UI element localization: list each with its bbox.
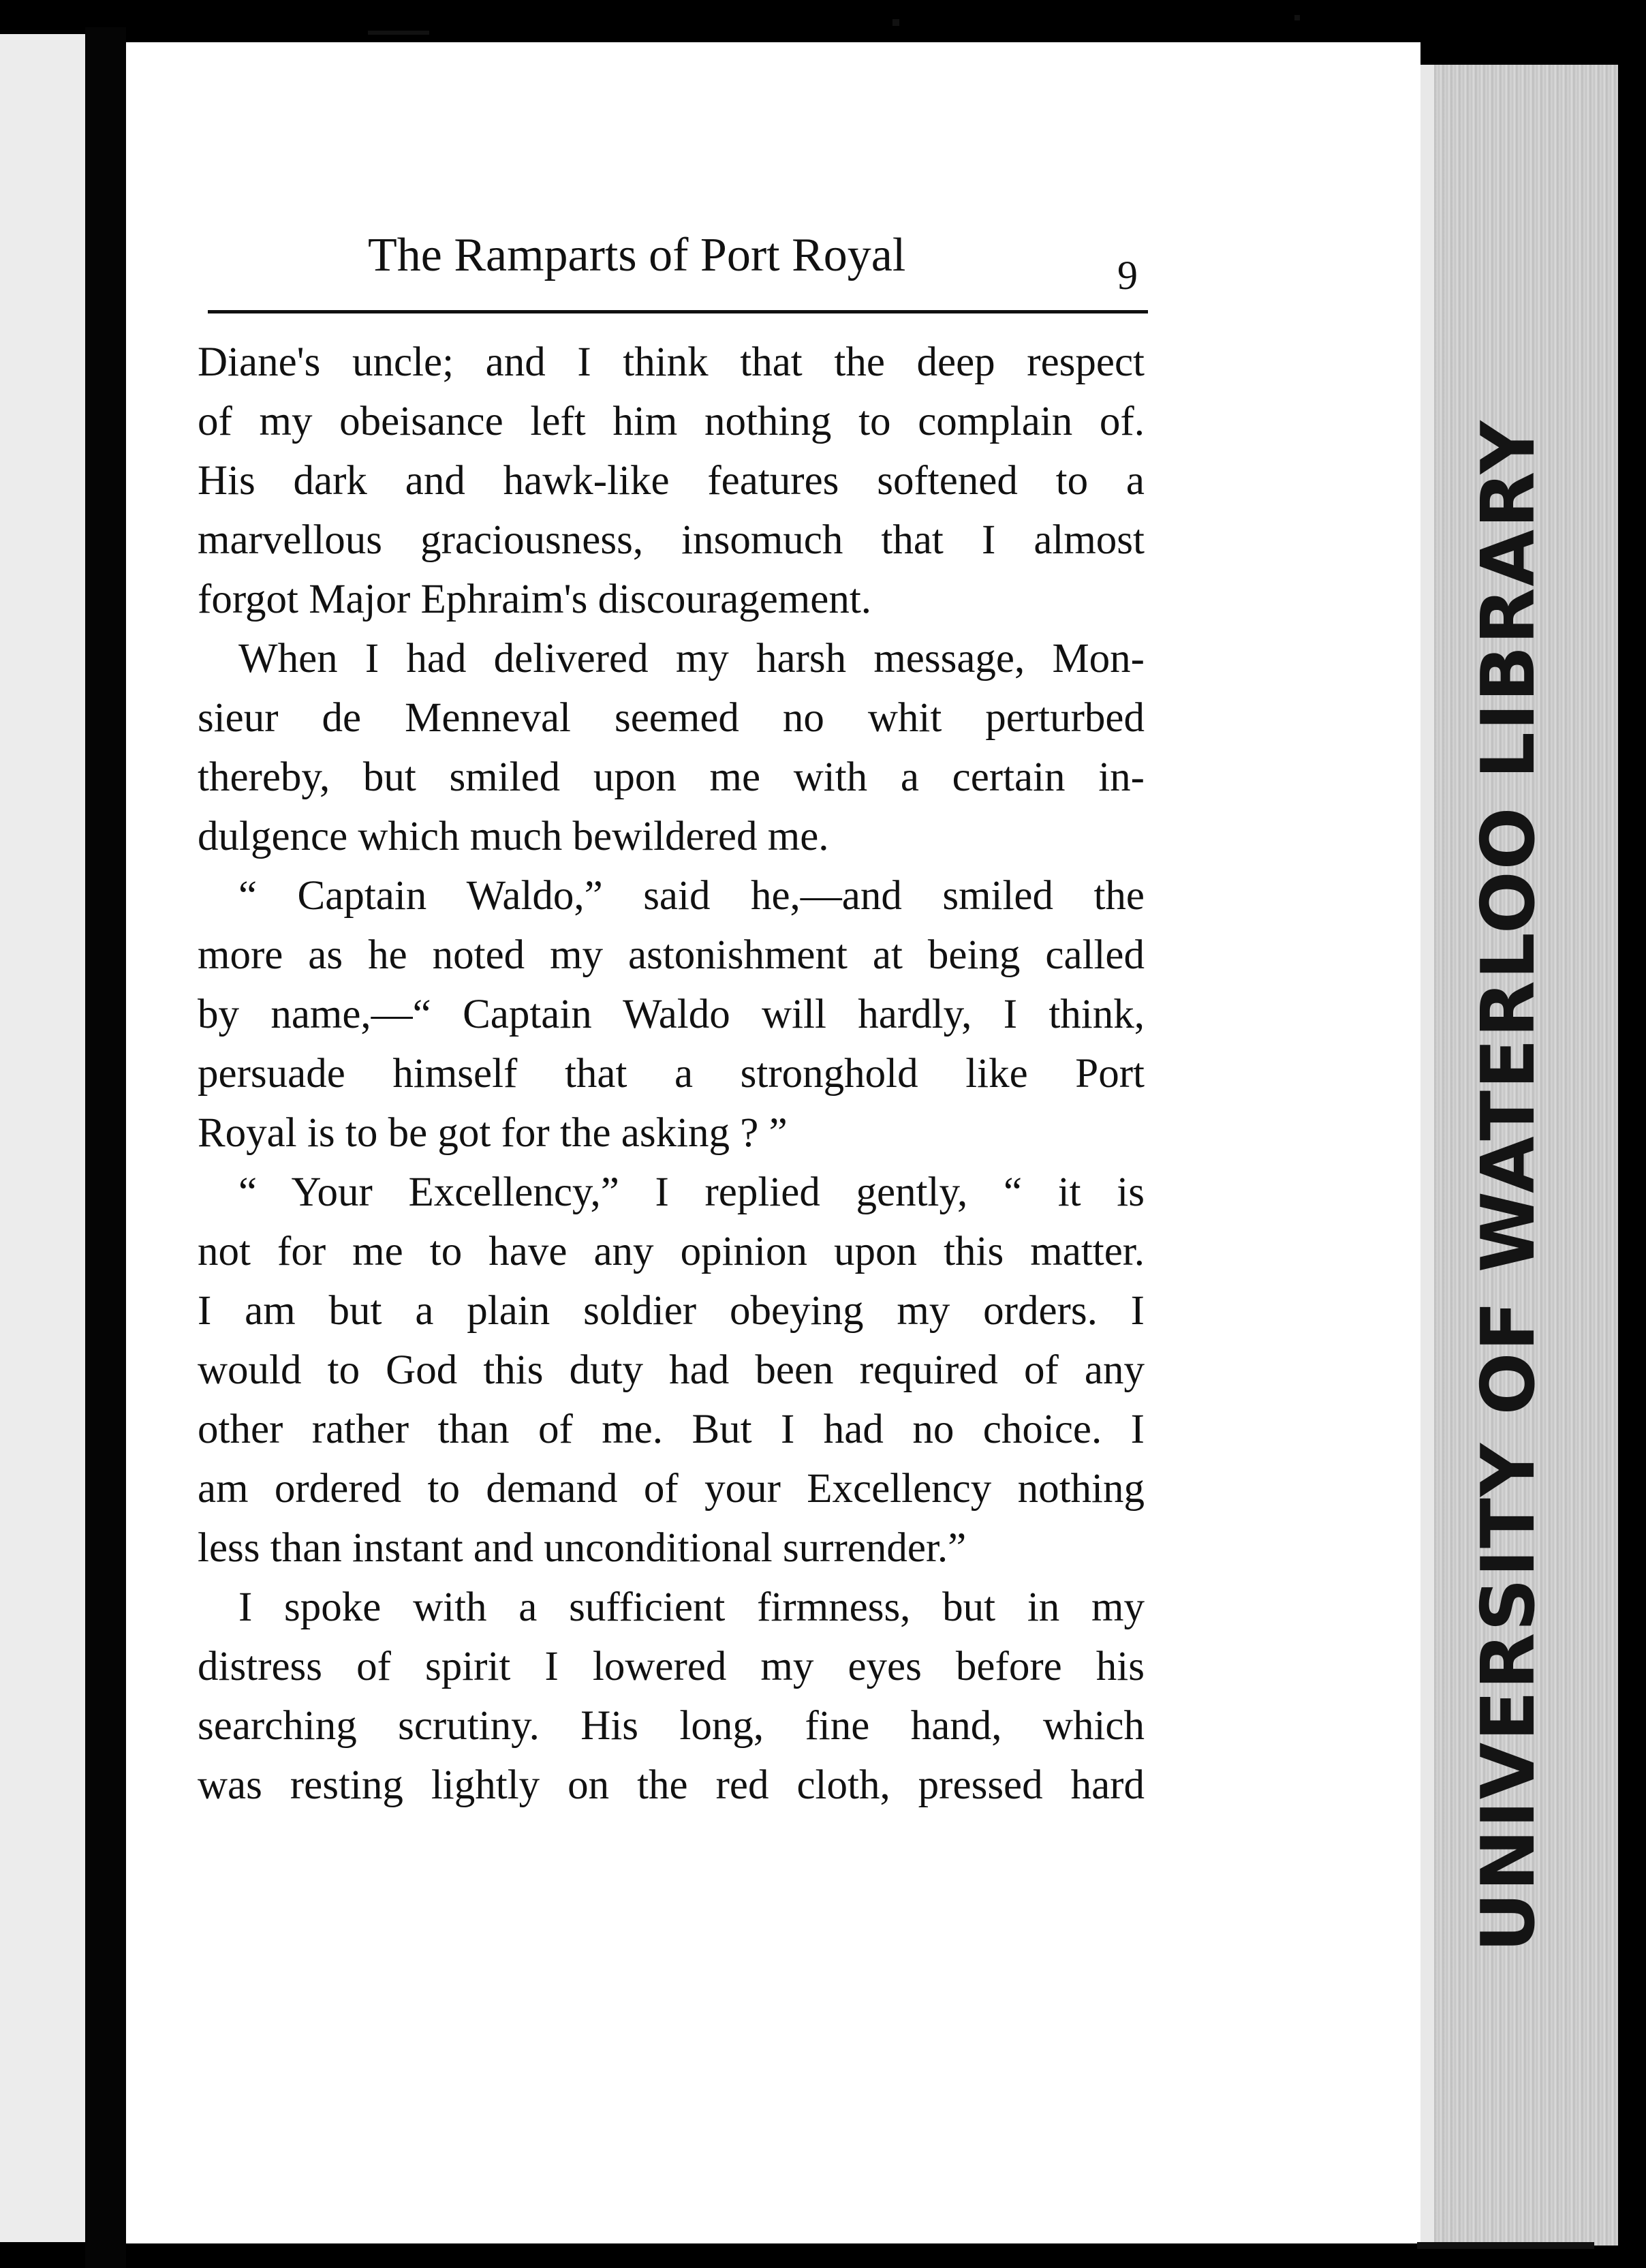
page-number: 9 [1117, 253, 1138, 298]
text-line: would to God this duty had been required of any [198, 1347, 1145, 1393]
text-line: When I had delivered my harsh message, Mon- [238, 636, 1145, 681]
text-line: of my obeisance left him nothing to complain of. [198, 399, 1145, 444]
text-line: sieur de Menneval seemed no whit perturbed [198, 695, 1145, 741]
text-line: I spoke with a sufficient firmness, but in my [238, 1584, 1145, 1630]
text-line: was resting lightly on the red cloth, pressed hard [198, 1762, 1145, 1808]
scan-speck [368, 31, 429, 35]
text-line: His dark and hawk-like features softened to a [198, 458, 1145, 504]
text-line: searching scrutiny. His long, fine hand, which [198, 1703, 1145, 1749]
text-line: other rather than of me. But I had no choice. I [198, 1407, 1145, 1452]
text-line: marvellous graciousness, insomuch that I almost [198, 517, 1145, 563]
text-line: forgot Major Ephraim's discouragement. [198, 577, 872, 622]
text-line: I am but a plain soldier obeying my orders. I [198, 1288, 1145, 1334]
text-line: more as he noted my astonishment at being called [198, 932, 1145, 978]
book-gutter [85, 27, 126, 2268]
text-line: dulgence which much bewildered me. [198, 814, 829, 859]
text-line: am ordered to demand of your Excellency nothing [198, 1466, 1145, 1512]
text-line: not for me to have any opinion upon this matter. [198, 1229, 1145, 1274]
text-line: distress of spirit I lowered my eyes before his [198, 1644, 1145, 1689]
scan-speck [1417, 2242, 1594, 2249]
text-line: Diane's uncle; and I think that the deep respect [198, 339, 1145, 385]
facing-page-edge [0, 34, 85, 2242]
text-line: persuade himself that a stronghold like Port [198, 1051, 1145, 1097]
text-line: thereby, but smiled upon me with a certain in- [198, 754, 1145, 800]
text-line: “ Captain Waldo,” said he,—and smiled the [238, 873, 1145, 919]
text-line: less than instant and unconditional surrender.” [198, 1525, 967, 1571]
text-line: Royal is to be got for the asking ? ” [198, 1110, 788, 1156]
header-rule [208, 310, 1148, 313]
running-title: The Ramparts of Port Royal [368, 229, 906, 281]
scan-speck [892, 19, 899, 26]
text-line: by name,—“ Captain Waldo will hardly, I think, [198, 992, 1145, 1037]
library-stamp: UNIVERSITY OF WATERLOO LIBRARY [1466, 419, 1551, 1952]
scan-speck [1294, 15, 1300, 20]
body-text [198, 333, 1145, 1815]
text-line: “ Your Excellency,” I replied gently, “ it is [238, 1169, 1145, 1215]
page-edge-highlight [1420, 65, 1434, 2246]
